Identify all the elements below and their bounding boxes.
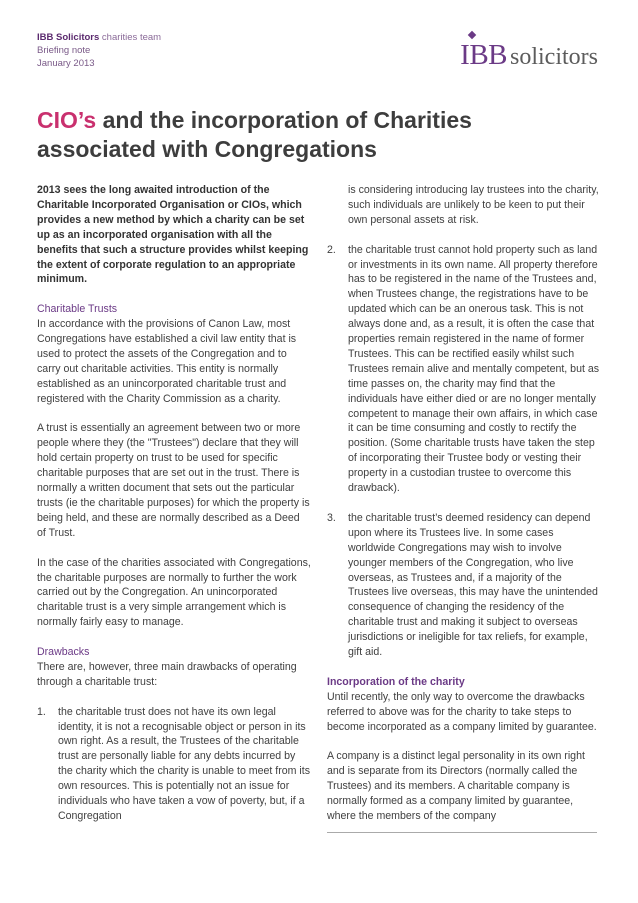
- charitable-trusts-heading: Charitable Trusts: [37, 303, 118, 316]
- right-column: [327, 183, 601, 824]
- list-item-text: the charitable trust cannot hold property such as land or investments in its own name. All property therefore has to be registered in the name of the Trustees and, when Trustees change, the registrations have to be updated which can be an onerous task. This is not always done and, as a result, it is often the case that properties remain registered in the name of former Trustees. This can be rectified easily whilst such Trustees remain alive and mentally competent, but as time passes on, the charity may find that the individuals have either died or are no longer mentally competent to manage their own affairs, in which case it can be time consuming and costly to rectify the position. (Some charitable trusts have taken the step of incorporating their Trustee body or vesting their property in a custodian trustee to overcome this drawback).: [348, 243, 600, 495]
- page-title: [37, 106, 597, 164]
- left-column: [37, 183, 311, 839]
- logo-suffix: solicitors: [510, 44, 598, 70]
- list-item-number: 3.: [327, 511, 336, 524]
- header-team: charities team: [99, 32, 162, 43]
- list-item-text: the charitable trust’s deemed residency can depend upon where its Trustees live. In some cases worldwide Congregations may wish to involve younger members of the Congregation, who live overseas, as Trustees and, if a majority of the Trustees live overseas, this may have the unintended consequence of changing the residency of the charitable trust and making it subject to overseas jurisdictions or ineligible for tax reliefs, for example, gift aid.: [348, 511, 598, 659]
- charitable-trusts-paragraph-3: In the case of the charities associated with Congregations, the charitable purposes are normally to further the work carried out by the Congregation. An unincorporated charitable trust is a very simple arrangement which is normally fairly easy to manage.: [37, 556, 311, 629]
- page-divider: [327, 832, 597, 833]
- title-rest: and the incorporation of Charities associated with Congregations: [37, 107, 472, 162]
- intro-paragraph: 2013 sees the long awaited introduction of the Charitable Incorporated Organisation or CIOs, which provides a new method by which a charity can be set up as an incorporated organisation with all the benefits that such a structure provides whilst keeping the extent of corporate regulation to an appropriate minimum.: [37, 184, 309, 286]
- list-item-continuation: is considering introducing lay trustees into the charity, such individuals are unlikely to be keen to put their own personal assets at risk.: [348, 184, 599, 226]
- ibb-logo: [460, 40, 598, 70]
- list-item: [37, 705, 311, 824]
- header-org: IBB Solicitors: [37, 32, 100, 43]
- header-meta: [37, 31, 161, 70]
- drawbacks-heading: Drawbacks: [37, 646, 90, 659]
- title-accent: CIO’s: [37, 107, 97, 133]
- logo-diamond-icon: [468, 31, 476, 39]
- header-date: January 2013: [37, 58, 95, 69]
- list-item-number: 1.: [37, 705, 46, 718]
- charitable-trusts-paragraph-1: In accordance with the provisions of Canon Law, most Congregations have established a civil law entity that is used to protect the assets of the Congregation and to carry out charitable activities. This entity is normally established as an unincorporated charitable trust and registered with the Charity Commission as a charity.: [37, 318, 297, 405]
- list-item-text: the charitable trust does not have its own legal identity, it is not a recognisable object or person in its own right. As a result, the Trustees of the charitable trust are personally liable for any debts incurred by the charity which the charity is unable to meet from its own resources. This is potentially not an issue for individuals who have taken a vow of poverty, but, if a Congregation: [58, 705, 311, 822]
- drawbacks-intro: There are, however, three main drawbacks of operating through a charitable trust:: [37, 660, 297, 688]
- charitable-trusts-paragraph-2: A trust is essentially an agreement between two or more people where they (the "Trustees") declare that they will hold certain property on trust to be used for specific charitable purposes that are set out in the trust. There is normally a written document that sets out the particular trusts (ie the charitable purposes) for which the property is being held, and these are normally described as a Deed of Trust.: [37, 422, 310, 539]
- list-item: [327, 511, 601, 660]
- logo-brand: IBB: [460, 40, 507, 70]
- list-item-number: 2.: [327, 243, 336, 256]
- header-doc-type: Briefing note: [37, 45, 91, 56]
- list-item: [327, 243, 601, 496]
- incorporation-paragraph-2: A company is a distinct legal personality in its own right and is separate from its Directors (normally called the Trustees) and its members. A charitable company is normally formed as a company limited by guarantee, where the members of the company: [327, 750, 585, 822]
- incorporation-heading: Incorporation of the charity: [327, 675, 465, 688]
- incorporation-paragraph-1: Until recently, the only way to overcome the drawbacks referred to above was for the charity to take steps to become incorporated as a company limited by guarantee.: [327, 690, 597, 733]
